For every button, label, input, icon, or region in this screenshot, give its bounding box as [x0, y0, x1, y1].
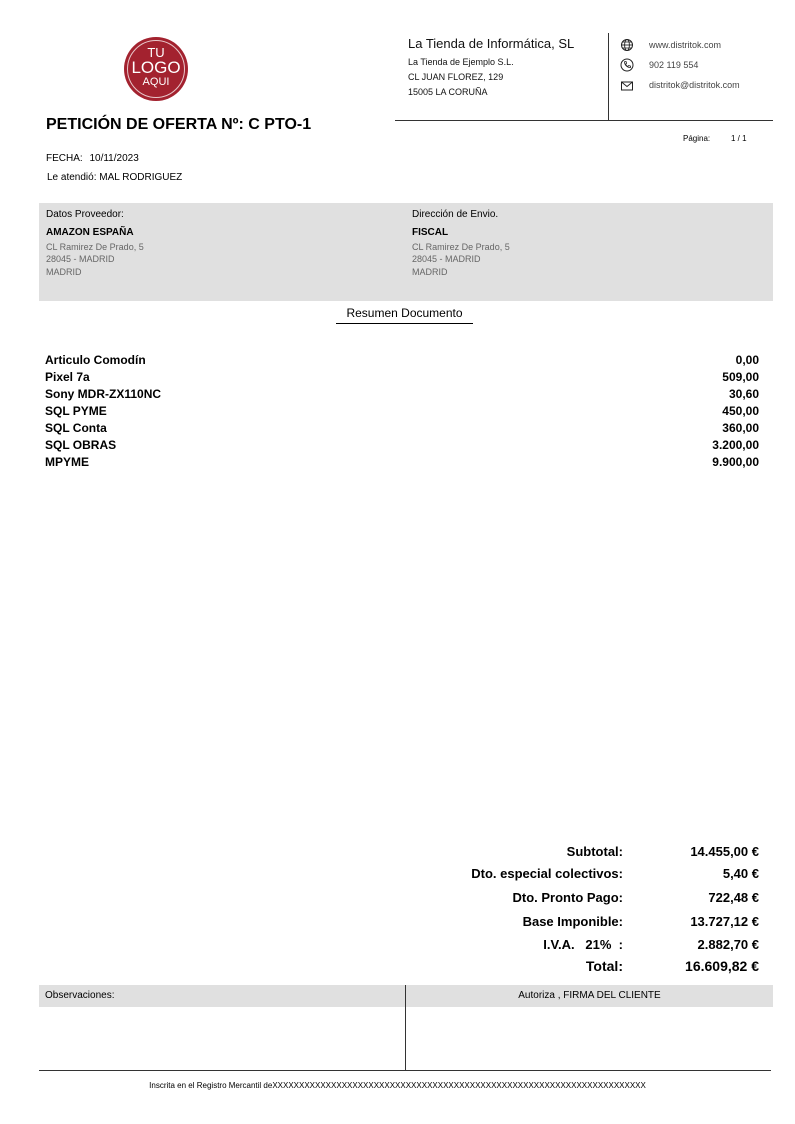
parties-band [39, 203, 773, 301]
total-value: 16.609,82 € [685, 958, 759, 974]
summary-title: Resumen Documento [346, 306, 463, 320]
date-row [46, 153, 139, 164]
mail-icon [620, 79, 634, 93]
item-name: SQL Conta [45, 421, 107, 435]
discount-collective-label: Dto. especial colectivos: [471, 866, 623, 881]
discount-collective-value: 5,40 € [722, 866, 759, 881]
shipping-address: CL Ramirez De Prado, 5 [412, 242, 510, 252]
vat-label: I.V.A. 21% : [543, 937, 623, 952]
item-name: MPYME [45, 455, 90, 469]
item-name: SQL PYME [45, 404, 107, 418]
phone-number: 902 119 554 [649, 60, 699, 70]
company-logo [124, 37, 188, 101]
phone-icon [620, 58, 634, 72]
logo-text-2: LOGO [131, 58, 181, 77]
item-value: 0,00 [735, 353, 759, 367]
header-divider-vertical [608, 33, 609, 120]
page-label: Página: [683, 134, 711, 143]
attended-value: MAL RODRIGUEZ [99, 172, 183, 183]
page-number: 1 / 1 [731, 134, 747, 143]
attended-label: Le atendió: [47, 172, 97, 183]
company-name: La Tienda de Informática, SL [408, 36, 575, 51]
item-value: 3.200,00 [712, 438, 759, 452]
signature-label: Autoriza , FIRMA DEL CLIENTE [518, 990, 661, 1001]
website-link[interactable]: www.distritok.com [649, 40, 722, 50]
supplier-city: 28045 - MADRID [46, 254, 115, 264]
discount-prompt-label: Dto. Pronto Pago: [512, 890, 623, 905]
observations-label: Observaciones: [45, 990, 115, 1001]
subtotal-label: Subtotal: [566, 844, 623, 859]
header-divider-horizontal [395, 120, 773, 121]
item-value: 360,00 [722, 421, 759, 435]
shipping-province: MADRID [412, 267, 448, 277]
tax-base-value: 13.727,12 € [690, 914, 759, 929]
logo-text-3: AQUI [142, 76, 170, 88]
supplier-address: CL Ramirez De Prado, 5 [46, 242, 144, 252]
item-name: Pixel 7a [45, 370, 90, 384]
subtotal-value: 14.455,00 € [690, 844, 759, 859]
vat-value: 2.882,70 € [697, 937, 759, 952]
tax-base-label: Base Imponible: [522, 914, 623, 929]
attended-row [47, 172, 182, 183]
footer-divider [39, 1070, 771, 1071]
shipping-city: 28045 - MADRID [412, 254, 481, 264]
item-name: SQL OBRAS [45, 438, 117, 452]
item-value: 30,60 [728, 387, 759, 401]
date-label: FECHA: [46, 153, 83, 164]
item-value: 450,00 [722, 404, 759, 418]
summary-underline [336, 323, 473, 324]
company-legal-name: La Tienda de Ejemplo S.L. [408, 57, 514, 67]
total-label: Total: [585, 958, 623, 974]
email-link[interactable]: distritok@distritok.com [649, 80, 740, 90]
item-value: 9.900,00 [712, 455, 759, 469]
item-name: Articulo Comodín [45, 353, 146, 367]
registry-note: Inscrita en el Registro Mercantil deXXXXXXXXXXXXXXXXXXXXXXXXXXXXXXXXXXXXXXXXXXXXXXXXXXXXXXXXXXXXXXXXXXXXXX [149, 1081, 646, 1090]
item-value: 509,00 [722, 370, 759, 384]
discount-prompt-value: 722,48 € [708, 890, 759, 905]
date-value: 10/11/2023 [89, 153, 139, 164]
shipping-label: Dirección de Envio. [412, 209, 499, 220]
shipping-name: FISCAL [412, 227, 449, 238]
logo-text-1: TU [147, 45, 165, 60]
company-city: 15005 LA CORUÑA [408, 87, 488, 97]
supplier-province: MADRID [46, 267, 82, 277]
supplier-name: AMAZON ESPAÑA [46, 227, 134, 238]
supplier-label: Datos Proveedor: [46, 209, 124, 220]
company-address: CL JUAN FLOREZ, 129 [408, 72, 504, 82]
globe-icon [620, 38, 634, 52]
item-name: Sony MDR-ZX110NC [45, 387, 162, 401]
document-title: PETICIÓN DE OFERTA Nº: C PTO-1 [46, 116, 312, 133]
